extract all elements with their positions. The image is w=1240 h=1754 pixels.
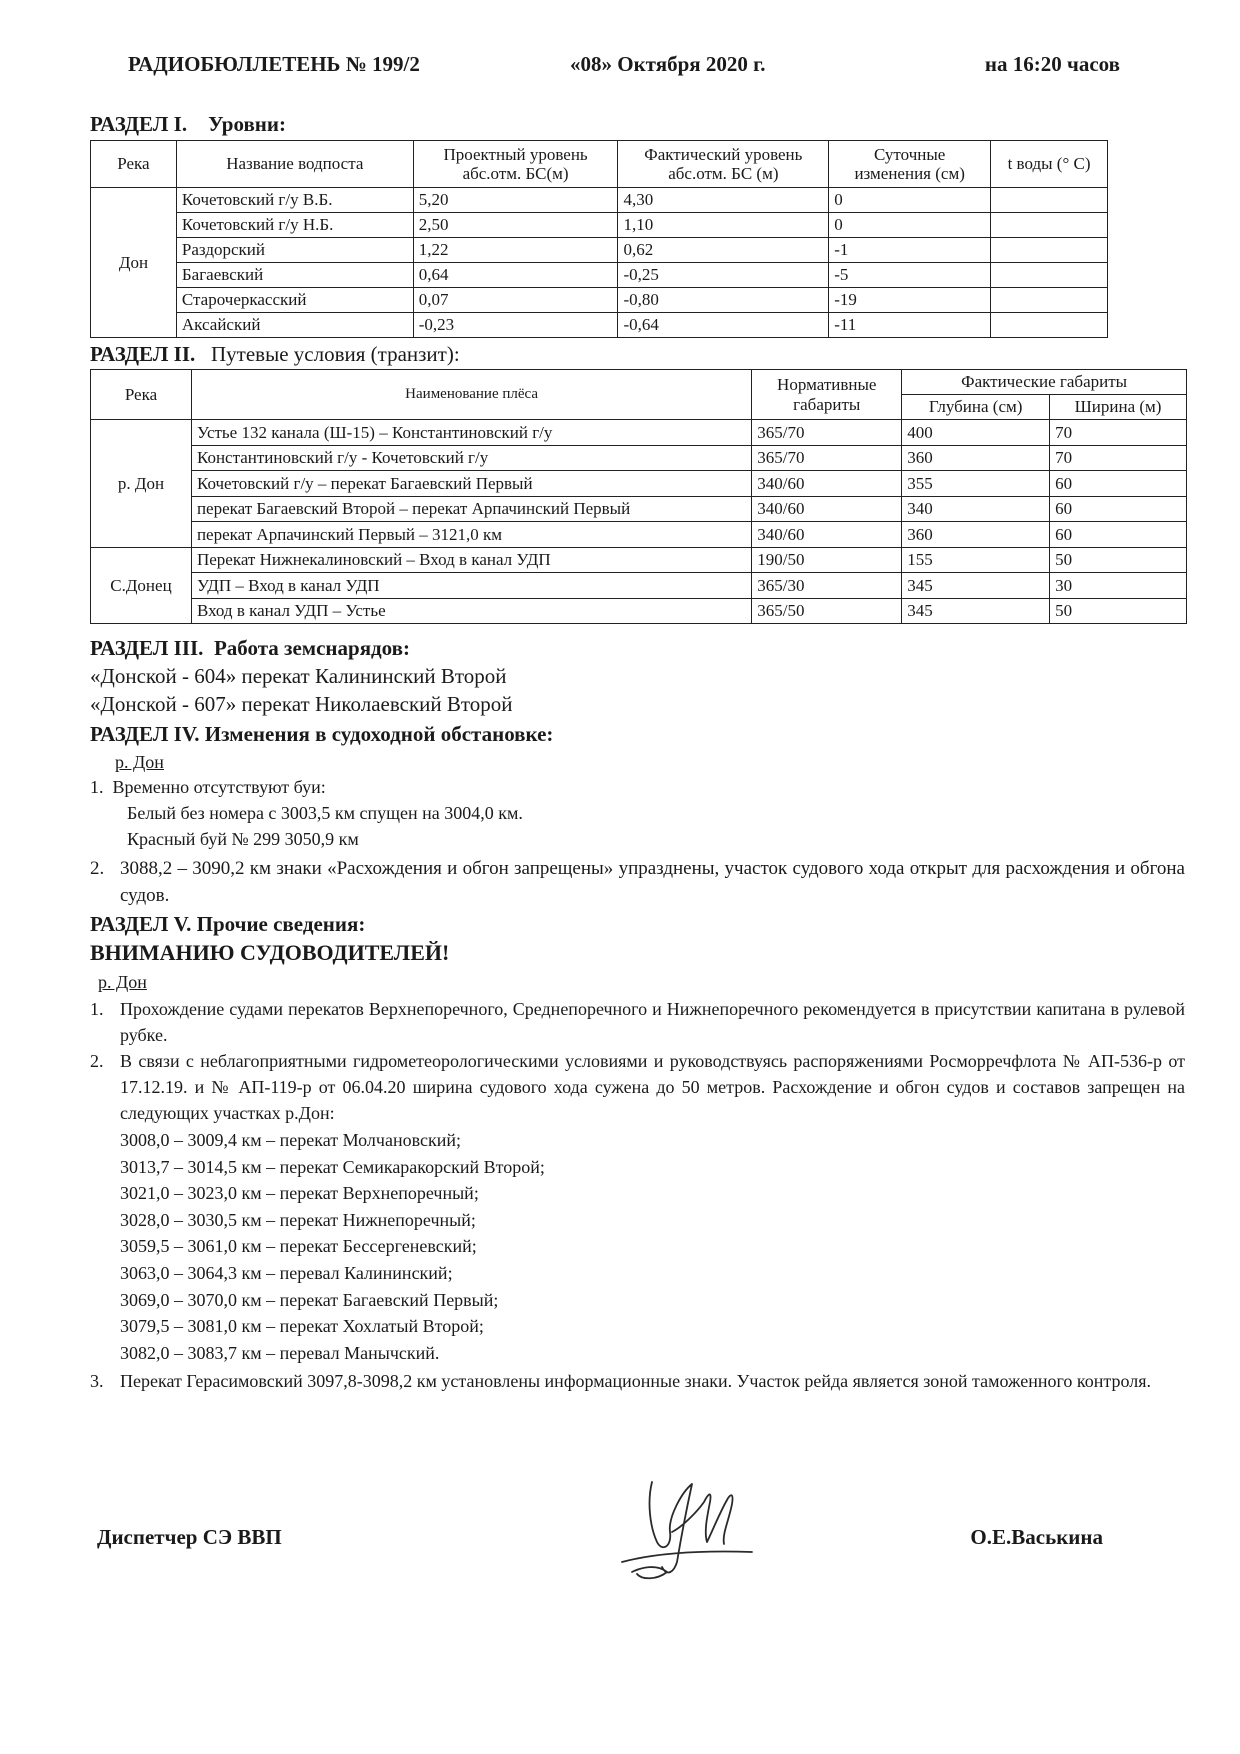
- width-cell: 50: [1050, 547, 1187, 573]
- col-header: Фактические габариты: [902, 370, 1187, 395]
- col-header: Глубина (см): [902, 395, 1050, 420]
- width-cell: 60: [1050, 496, 1187, 522]
- norm-cell: 340/60: [752, 471, 902, 497]
- proj-cell: 5,20: [413, 188, 618, 213]
- section2-label: РАЗДЕЛ II.: [90, 342, 196, 366]
- proj-cell: 1,22: [413, 238, 618, 263]
- buoy-line: Белый без номера с 3003,5 км спущен на 3004,0 км.: [127, 803, 523, 823]
- river-cell: р. Дон: [91, 420, 192, 548]
- levels-table: [90, 140, 1108, 338]
- dispatcher-name: О.Е.Васькина: [970, 1525, 1103, 1549]
- change-cell: -19: [829, 288, 991, 313]
- bulletin-date: «08» Октября 2020 г.: [570, 52, 766, 76]
- attention-text: ВНИМАНИЮ СУДОВОДИТЕЛЕЙ!: [90, 940, 450, 965]
- section4-river: р. Дон: [115, 752, 164, 772]
- section5-label: РАЗДЕЛ V.: [90, 912, 192, 936]
- change-cell: -1: [829, 238, 991, 263]
- width-cell: 50: [1050, 598, 1187, 624]
- dredger-line: «Донской - 607» перекат Николаевский Второй: [90, 692, 513, 716]
- norm-cell: 190/50: [752, 547, 902, 573]
- bulletin-time: на 16:20 часов: [984, 52, 1120, 76]
- section1-heading: [90, 112, 286, 137]
- col-header: Ширина (м): [1050, 395, 1187, 420]
- norm-cell: 365/70: [752, 445, 902, 471]
- depth-cell: 360: [902, 522, 1050, 548]
- post-cell: Кочетовский г/у Н.Б.: [176, 213, 413, 238]
- table-row: [91, 598, 1187, 624]
- temp-cell: [991, 238, 1108, 263]
- col-header: t воды (° С): [991, 141, 1108, 188]
- col-header: Нормативные габариты: [752, 370, 902, 420]
- depth-cell: 400: [902, 420, 1050, 446]
- reach-cell: Константиновский г/у - Кочетовский г/у: [191, 445, 751, 471]
- col-header: Проектный уровень абс.отм. БС(м): [413, 141, 618, 188]
- change-cell: 0: [829, 188, 991, 213]
- section5-item1: [90, 996, 1185, 1048]
- norm-cell: 365/30: [752, 573, 902, 599]
- section5-river: р. Дон: [98, 972, 147, 992]
- reach-cell: Кочетовский г/у – перекат Багаевский Первый: [191, 471, 751, 497]
- temp-cell: [991, 313, 1108, 338]
- proj-cell: 2,50: [413, 213, 618, 238]
- col-header: Река: [91, 370, 192, 420]
- item-number: 3.: [90, 1371, 104, 1391]
- section3-label: РАЗДЕЛ III.: [90, 636, 204, 660]
- col-header: Суточные изменения (см): [829, 141, 991, 188]
- post-cell: Старочеркасский: [176, 288, 413, 313]
- depth-cell: 340: [902, 496, 1050, 522]
- section4-item2: [90, 855, 1185, 909]
- col-header: Река: [91, 141, 177, 188]
- table-row: [91, 573, 1187, 599]
- bulletin-title: РАДИОБЮЛЛЕТЕНЬ № 199/2: [128, 52, 420, 76]
- item-text: Временно отсутствуют буи:: [112, 777, 326, 797]
- section4-heading: [90, 722, 553, 747]
- section4-item1: [90, 777, 326, 798]
- norm-cell: 365/70: [752, 420, 902, 446]
- table-row: [91, 471, 1187, 497]
- col-header: Наименование плёса: [191, 370, 751, 420]
- depth-cell: 355: [902, 471, 1050, 497]
- item-number: 1.: [90, 777, 104, 797]
- width-cell: 70: [1050, 445, 1187, 471]
- table-row: [91, 213, 1108, 238]
- buoy-line: Красный буй № 299 3050,9 км: [127, 829, 359, 849]
- reach-cell: Устье 132 канала (Ш-15) – Константиновский г/у: [191, 420, 751, 446]
- fact-cell: 4,30: [618, 188, 829, 213]
- table-row: [91, 547, 1187, 573]
- section1-label: РАЗДЕЛ I.: [90, 112, 188, 136]
- change-cell: 0: [829, 213, 991, 238]
- change-cell: -5: [829, 263, 991, 288]
- attention-heading: [90, 940, 449, 966]
- norm-cell: 365/50: [752, 598, 902, 624]
- levels-header-row: [91, 141, 1108, 188]
- list-item: 3013,7 – 3014,5 км – перекат Семикаракорский Второй;: [120, 1156, 545, 1177]
- item-number: 2.: [90, 858, 105, 879]
- proj-cell: 0,64: [413, 263, 618, 288]
- depth-cell: 155: [902, 547, 1050, 573]
- temp-cell: [991, 188, 1108, 213]
- width-cell: 70: [1050, 420, 1187, 446]
- route-header-row: [91, 370, 1187, 395]
- table-row: [91, 288, 1108, 313]
- item-text: В связи с неблагоприятными гидрометеорологическими условиями и руководствуясь распоряжениями Росморречфлота № АП-536-р от 17.12.19. и № АП-119-р от 06.04.20 ширина судового хода сужена до 50 метров. Расхождение и обгон судов и составов запрещен на следующих участках р.Дон:: [120, 1051, 1185, 1123]
- table-row: [91, 188, 1108, 213]
- table-row: [91, 263, 1108, 288]
- col-header: Фактический уровень абс.отм. БС (м): [618, 141, 829, 188]
- item-text: Прохождение судами перекатов Верхнепоречного, Среднепоречного и Нижнепоречного рекомендуется в присутствии капитана в рулевой рубке.: [120, 999, 1185, 1045]
- table-row: [91, 496, 1187, 522]
- proj-cell: -0,23: [413, 313, 618, 338]
- section5-title: Прочие сведения:: [196, 912, 366, 936]
- list-item: 3059,5 – 3061,0 км – перекат Бессергеневский;: [120, 1236, 477, 1257]
- list-item: 3021,0 – 3023,0 км – перекат Верхнепоречный;: [120, 1183, 479, 1204]
- reach-cell: Вход в канал УДП – Устье: [191, 598, 751, 624]
- reach-cell: перекат Багаевский Второй – перекат Арпачинский Первый: [191, 496, 751, 522]
- temp-cell: [991, 213, 1108, 238]
- table-row: [91, 238, 1108, 263]
- list-item: 3069,0 – 3070,0 км – перекат Багаевский Первый;: [120, 1289, 499, 1310]
- post-cell: Раздорский: [176, 238, 413, 263]
- dispatcher-position: Диспетчер СЭ ВВП: [97, 1525, 282, 1549]
- post-cell: Кочетовский г/у В.Б.: [176, 188, 413, 213]
- depth-cell: 360: [902, 445, 1050, 471]
- section3-title: Работа земснарядов:: [213, 636, 410, 660]
- norm-cell: 340/60: [752, 522, 902, 548]
- reach-cell: Перекат Нижнекалиновский – Вход в канал УДП: [191, 547, 751, 573]
- section5-item2: [90, 1048, 1185, 1126]
- fact-cell: -0,64: [618, 313, 829, 338]
- fact-cell: -0,80: [618, 288, 829, 313]
- river-cell: Дон: [91, 188, 177, 338]
- fact-cell: -0,25: [618, 263, 829, 288]
- section5-item3: [90, 1368, 1185, 1394]
- item-number: 1.: [90, 999, 104, 1019]
- table-row: [91, 445, 1187, 471]
- temp-cell: [991, 263, 1108, 288]
- river-cell: С.Донец: [91, 547, 192, 624]
- post-cell: Багаевский: [176, 263, 413, 288]
- reach-cell: УДП – Вход в канал УДП: [191, 573, 751, 599]
- section1-title: Уровни:: [208, 112, 286, 136]
- section3-heading: [90, 636, 410, 661]
- dredger-line: «Донской - 604» перекат Калининский Второй: [90, 664, 507, 688]
- item-text: Перекат Герасимовский 3097,8-3098,2 км установлены информационные знаки. Участок рейда является зоной таможенного контроля.: [120, 1371, 1152, 1391]
- list-item: 3079,5 – 3081,0 км – перекат Хохлатый Второй;: [120, 1316, 484, 1337]
- table-row: [91, 313, 1108, 338]
- bulletin-header: [90, 52, 1120, 88]
- section2-title: Путевые условия (транзит):: [211, 342, 460, 366]
- width-cell: 60: [1050, 471, 1187, 497]
- section5-heading: [90, 912, 365, 937]
- section2-heading: [90, 342, 460, 367]
- list-item: 3028,0 – 3030,5 км – перекат Нижнепоречный;: [120, 1209, 476, 1230]
- list-item: 3063,0 – 3064,3 км – перевал Калининский;: [120, 1262, 453, 1283]
- table-row: [91, 522, 1187, 548]
- temp-cell: [991, 288, 1108, 313]
- width-cell: 30: [1050, 573, 1187, 599]
- table-row: [91, 420, 1187, 446]
- handwritten-signature-icon: [612, 1472, 762, 1592]
- depth-cell: 345: [902, 573, 1050, 599]
- norm-cell: 340/60: [752, 496, 902, 522]
- route-table: [90, 369, 1187, 624]
- width-cell: 60: [1050, 522, 1187, 548]
- depth-cell: 345: [902, 598, 1050, 624]
- list-item: 3082,0 – 3083,7 км – перевал Манычский.: [120, 1342, 440, 1363]
- list-item: 3008,0 – 3009,4 км – перекат Молчановский;: [120, 1130, 461, 1150]
- item-number: 2.: [90, 1051, 104, 1071]
- change-cell: -11: [829, 313, 991, 338]
- restricted-sections-list: [120, 1127, 545, 1366]
- fact-cell: 0,62: [618, 238, 829, 263]
- fact-cell: 1,10: [618, 213, 829, 238]
- proj-cell: 0,07: [413, 288, 618, 313]
- section4-label: РАЗДЕЛ IV.: [90, 722, 200, 746]
- item-text: 3088,2 – 3090,2 км знаки «Расхождения и обгон запрещены» упразднены, участок судового хода открыт для расхождения и обгона судов.: [120, 858, 1185, 906]
- section4-title: Изменения в судоходной обстановке:: [204, 722, 554, 746]
- reach-cell: перекат Арпачинский Первый – 3121,0 км: [191, 522, 751, 548]
- post-cell: Аксайский: [176, 313, 413, 338]
- col-header: Название водпоста: [176, 141, 413, 188]
